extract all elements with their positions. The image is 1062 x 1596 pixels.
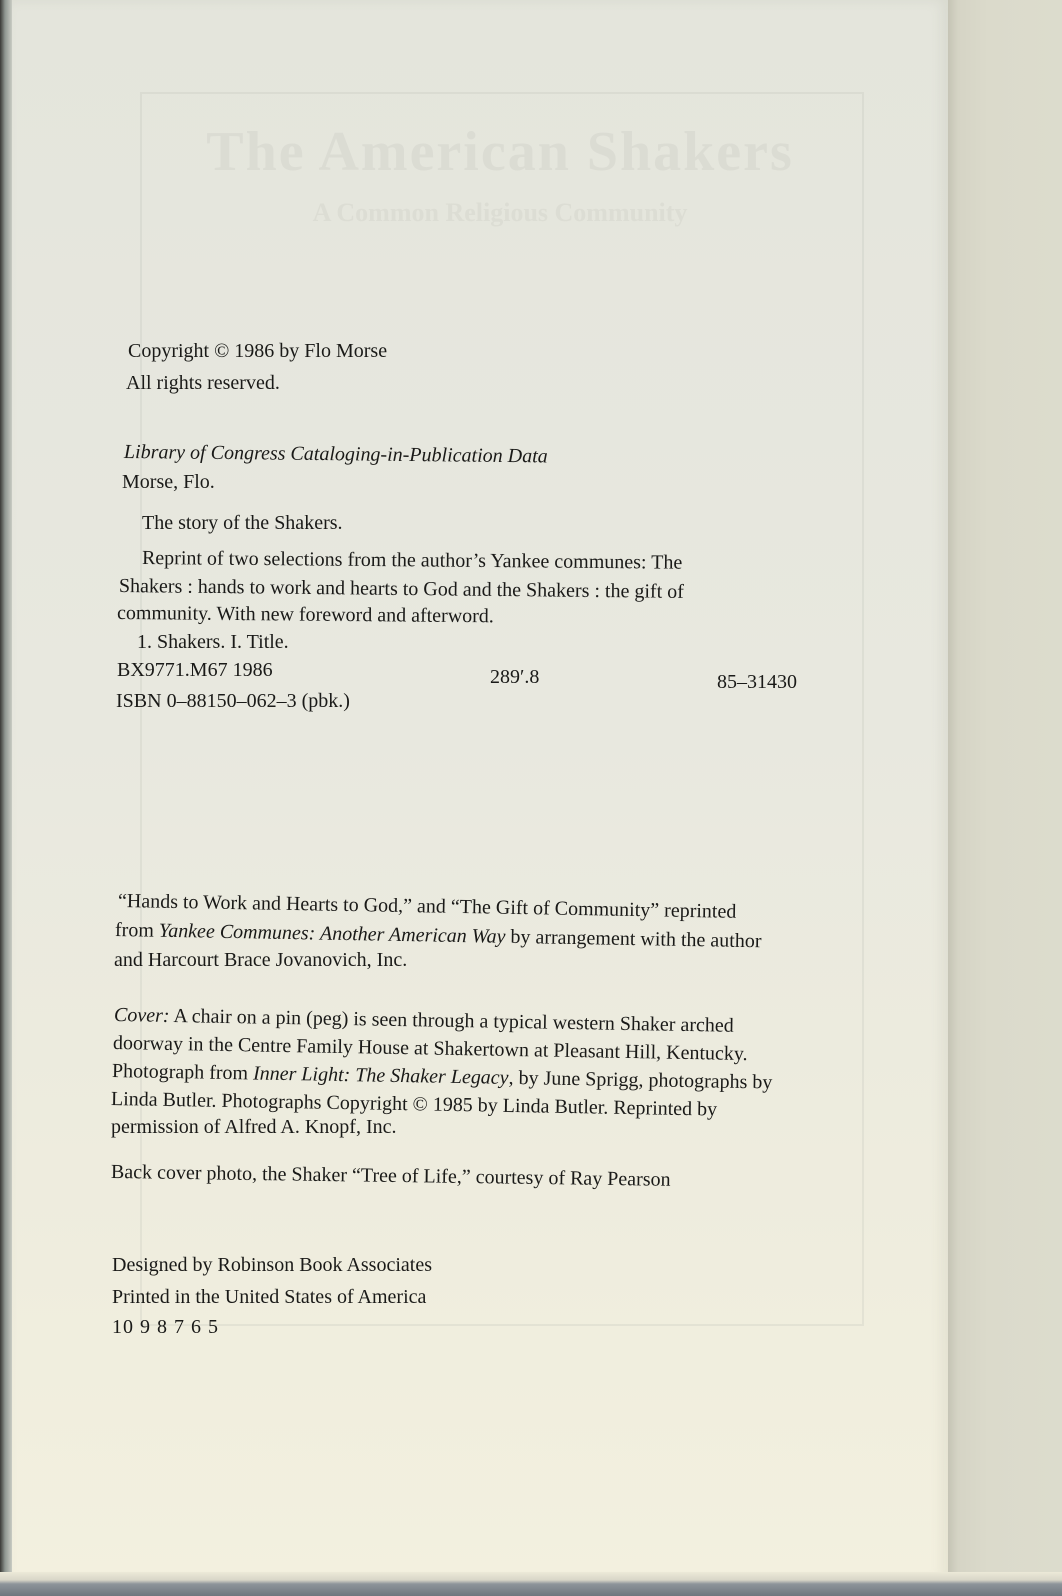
cover-text: A chair on a pin (peg) is seen through a typical western Shaker arched — [169, 1004, 734, 1037]
cover-text: , by June Sprigg, photographs by — [508, 1066, 773, 1094]
printed-in: Printed in the United States of America — [112, 1286, 427, 1308]
reprint-line: “Hands to Work and Hearts to God,” and “The Gift of Community” reprinted — [117, 890, 737, 923]
rights-reserved: All rights reserved. — [126, 372, 280, 394]
cip-title: The story of the Shakers. — [142, 512, 343, 534]
designer-credit: Designed by Robinson Book Associates — [112, 1254, 432, 1276]
adjacent-page-edge — [948, 0, 1062, 1582]
reprint-text: by arrangement with the author — [505, 925, 762, 953]
cip-isbn: ISBN 0–88150–062–3 (pbk.) — [116, 690, 350, 712]
cip-note-line: community. With new foreword and afterword. — [116, 602, 494, 628]
cip-note-line: Shakers : hands to work and hearts to God and the Shakers : the gift of — [118, 575, 684, 603]
cip-subjects: 1. Shakers. I. Title. — [137, 631, 289, 653]
cip-author: Morse, Flo. — [122, 471, 215, 493]
back-cover-credit: Back cover photo, the Shaker “Tree of Life,” courtesy of Ray Pearson — [110, 1161, 671, 1191]
cover-credit-line: Linda Butler. Photographs Copyright © 1985 by Linda Butler. Reprinted by — [110, 1088, 718, 1121]
cip-note-line: Reprint of two selections from the author’s Yankee communes: The — [141, 547, 683, 574]
source-book-title: Yankee Communes: Another American Way — [158, 919, 506, 948]
page-bottom-edge — [0, 1572, 1062, 1596]
cip-lccn: 85–31430 — [717, 671, 797, 693]
cover-credit-line: doorway in the Centre Family House at Shakertown at Pleasant Hill, Kentucky. — [112, 1032, 748, 1066]
copyright-line: Copyright © 1986 by Flo Morse — [128, 340, 388, 362]
show-through-subtitle: A Common Religious Community — [312, 198, 688, 227]
reprint-text: from — [114, 919, 160, 942]
copyright-page — [12, 0, 949, 1582]
cip-heading: Library of Congress Cataloging-in-Publication Data — [123, 441, 548, 468]
printing-line: 10 9 8 7 6 5 — [112, 1316, 219, 1338]
cover-text: Photograph from — [111, 1060, 254, 1085]
cip-call-number: BX9771.M67 1986 — [117, 659, 273, 681]
cover-label: Cover: — [113, 1004, 170, 1027]
show-through-title: The American Shakers — [206, 121, 794, 183]
reprint-line: and Harcourt Brace Jovanovich, Inc. — [114, 949, 408, 971]
cover-source-title: Inner Light: The Shaker Legacy — [252, 1062, 509, 1089]
cip-dewey: 289′.8 — [490, 666, 540, 688]
cover-credit-line: permission of Alfred A. Knopf, Inc. — [111, 1116, 397, 1138]
